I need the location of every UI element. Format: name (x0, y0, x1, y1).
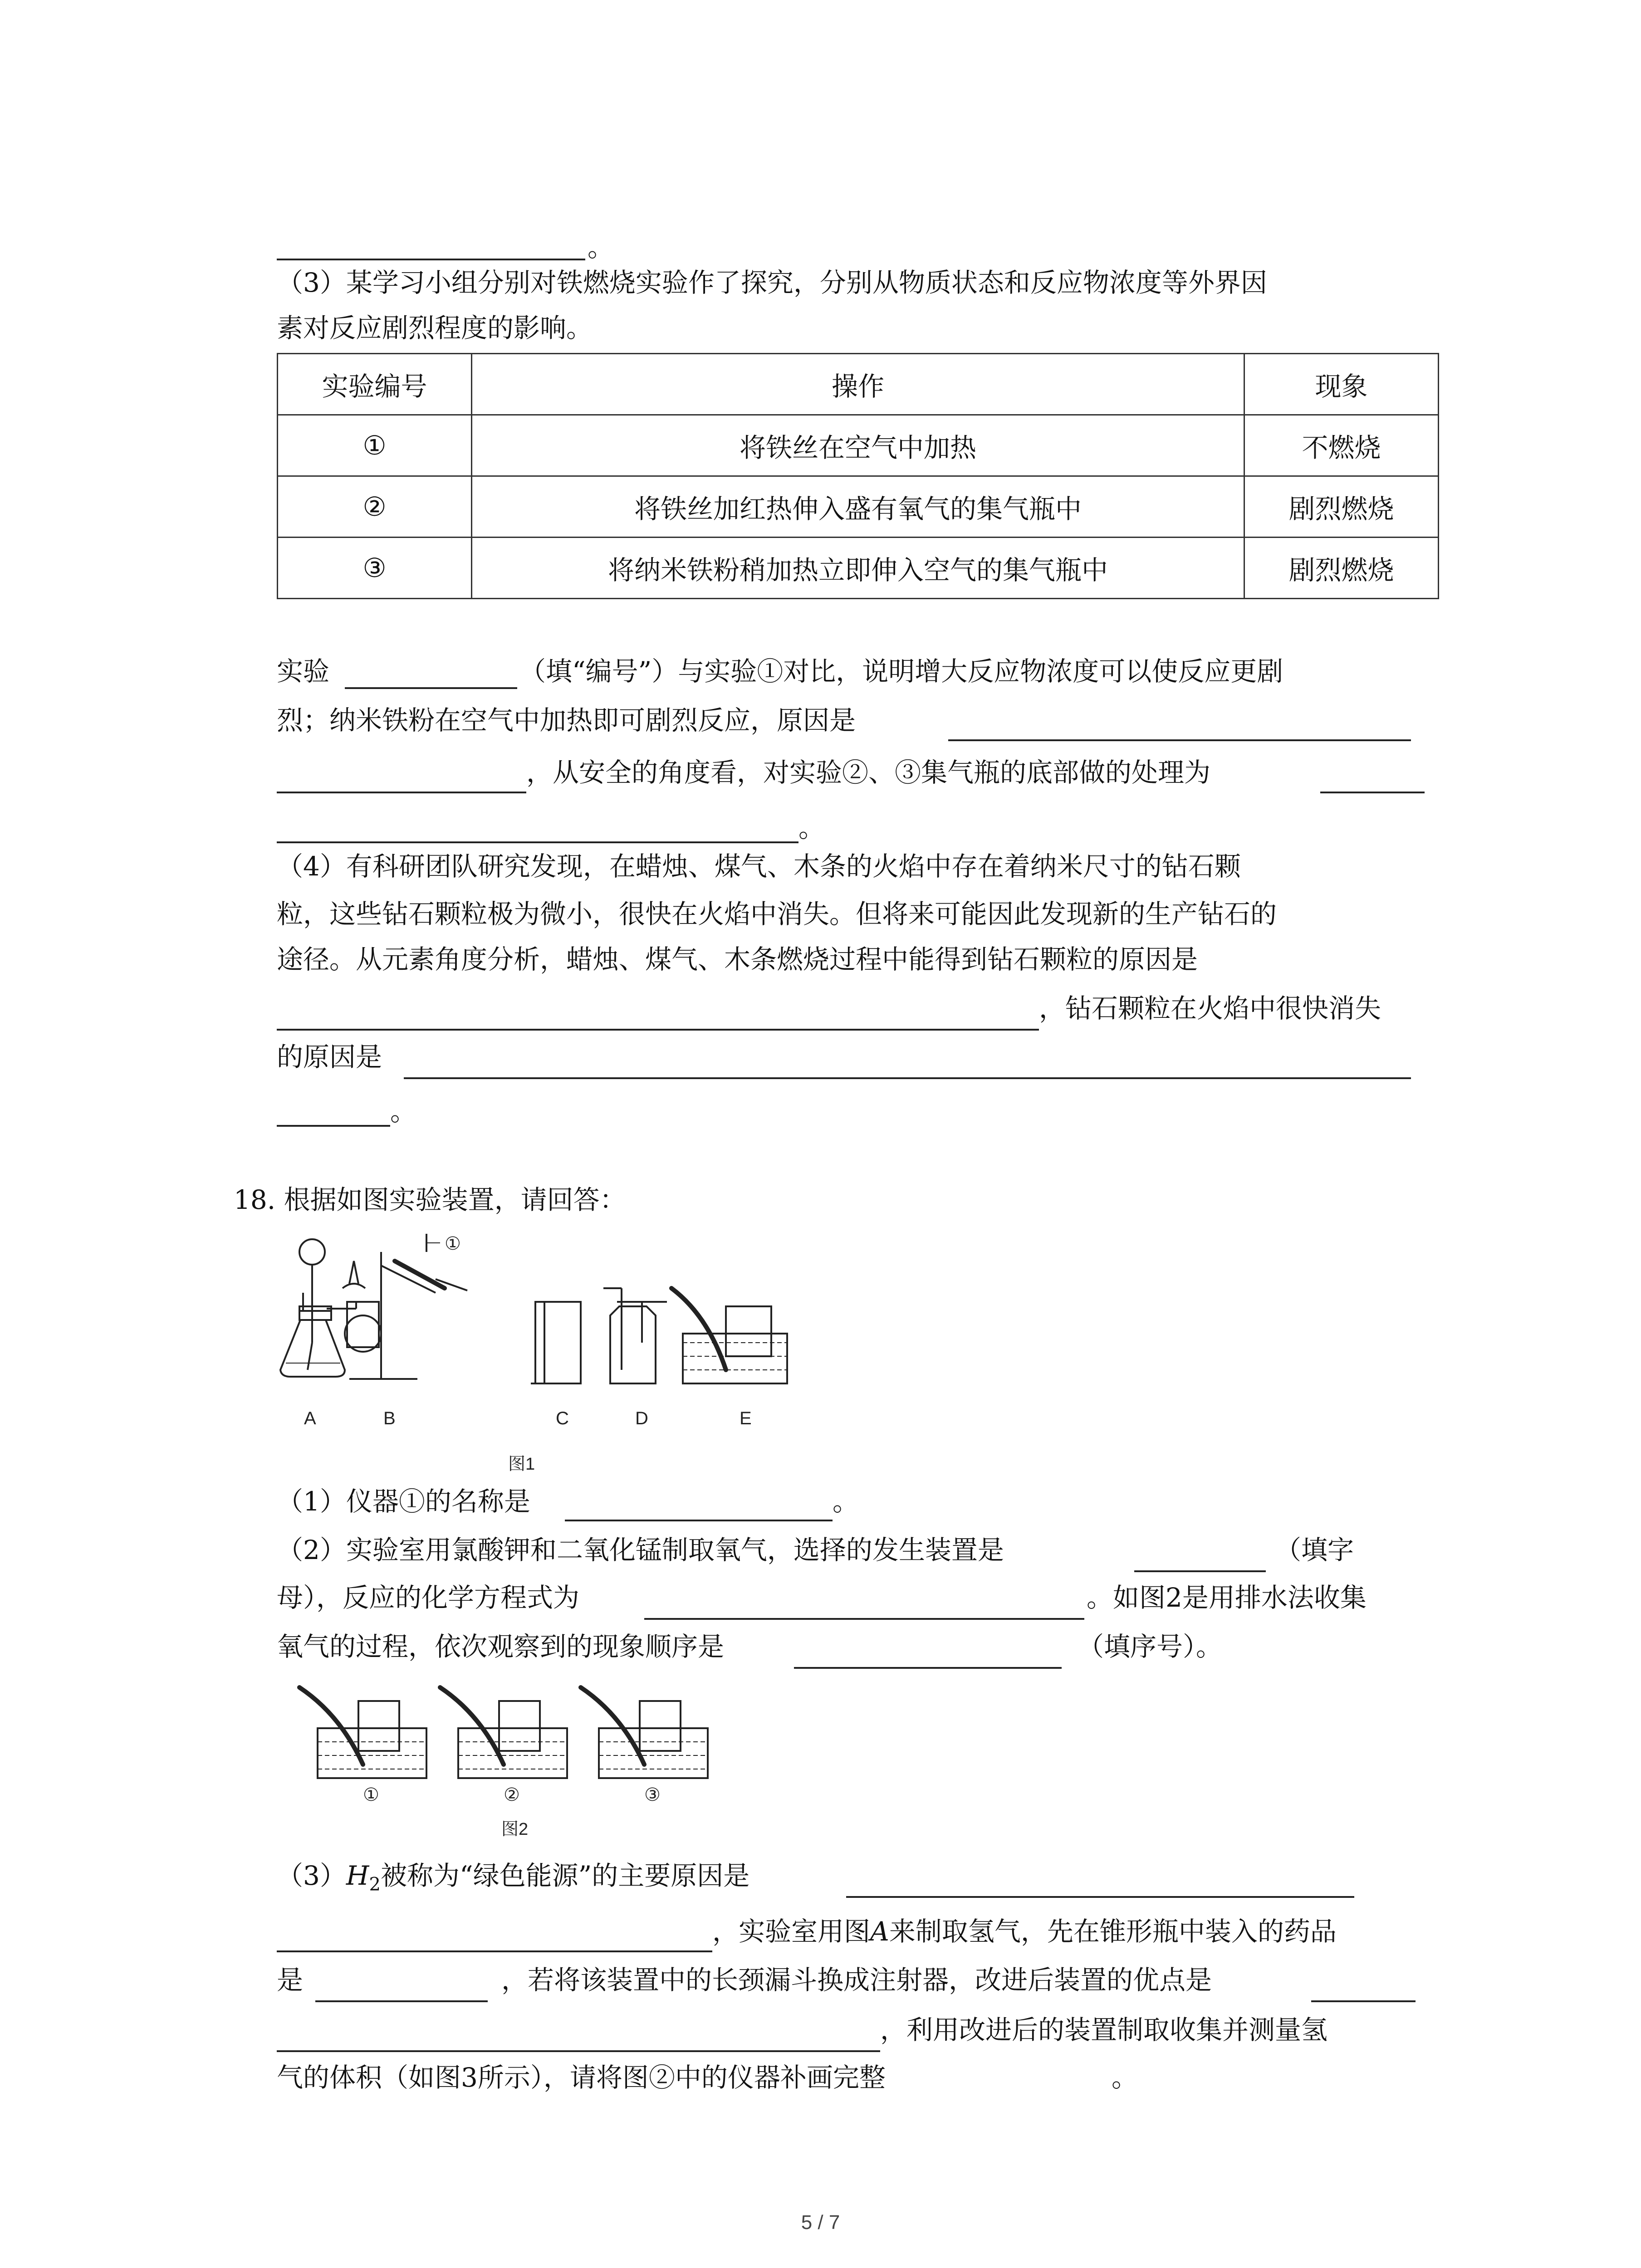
answer-blank[interactable] (948, 739, 1411, 741)
page-number: 5 / 7 (801, 2211, 840, 2234)
answer-blank[interactable] (277, 1950, 712, 1952)
collection-stage-2-icon (440, 1687, 567, 1778)
answer-blank[interactable] (846, 1896, 1354, 1898)
answer-blank[interactable] (1311, 2000, 1416, 2002)
fig2-label: ② (504, 1785, 520, 1805)
answer-blank[interactable] (277, 1029, 1039, 1031)
fig1-label: E (740, 1408, 752, 1428)
figure-2-collection (290, 1678, 753, 1860)
fig1-caption: 图1 (508, 1455, 535, 1474)
h2-subscript: 2 (369, 1874, 381, 1895)
answer-blank[interactable] (404, 1077, 1411, 1079)
q18-p3-l1-b: 被称为“绿色能源”的主要原因是 (380, 1860, 750, 1891)
q3-line1-a: 实验 (277, 656, 330, 687)
q18-p3-l4-b: ，利用改进后的装置制取收集并测量氢 (880, 2014, 1328, 2045)
table-row (278, 415, 1439, 476)
answer-blank[interactable] (277, 2050, 880, 2052)
answer-blank[interactable] (644, 1618, 1084, 1620)
q18-p3-prefix: （3） (277, 1860, 346, 1891)
q4-line1: （4）有科研团队研究发现，在蜡烛、煤气、木条的火焰中存在着纳米尺寸的钻石颗 (277, 851, 1241, 882)
fig2-label: ③ (644, 1785, 661, 1805)
q18-p3-l5-end: 。 (1112, 2062, 1138, 2093)
q18-p3-l2-c: 来制取氢气，先在锥形瓶中装入的药品 (889, 1916, 1337, 1947)
q4-line6-end: 。 (390, 1096, 417, 1127)
q18-p2-l2-b: 。如图2是用排水法收集 (1087, 1582, 1367, 1613)
table-cell: 剧烈燃烧 (1244, 476, 1439, 538)
table-cell: 将纳米铁粉稍加热立即伸入空气的集气瓶中 (472, 538, 1244, 599)
table-row (278, 476, 1439, 538)
fig1-label: A (304, 1408, 316, 1428)
table-header-cell: 操作 (472, 354, 1244, 415)
fig2-caption: 图2 (501, 1820, 529, 1839)
q4-line4-b: ，钻石颗粒在火焰中很快消失 (1039, 993, 1381, 1024)
table-header-cell: 实验编号 (278, 354, 472, 415)
table-cell: 将铁丝在空气中加热 (472, 415, 1244, 476)
figure-a-ref: A (870, 1916, 889, 1947)
q4-line3: 途径。从元素角度分析，蜡烛、煤气、木条燃烧过程中能得到钻石颗粒的原因是 (277, 944, 1198, 975)
apparatus-b-heating-icon (343, 1234, 467, 1379)
answer-blank[interactable] (794, 1667, 1062, 1669)
q4-line2: 粒，这些钻石颗粒极为微小，很快在火焰中消失。但将来可能因此发现新的生产钻石的 (277, 899, 1277, 929)
fig1-marker: ① (445, 1234, 461, 1254)
answer-blank[interactable] (277, 1125, 390, 1127)
table-cell: ② (278, 476, 472, 538)
q3-line1-b: （填“编号”）与实验①对比，说明增大反应物浓度可以使反应更剧 (519, 656, 1283, 687)
q18-p2-l3-a: 氧气的过程，依次观察到的现象顺序是 (277, 1631, 725, 1662)
answer-blank[interactable] (277, 841, 798, 843)
apparatus-c-bottle-icon (531, 1302, 581, 1383)
answer-blank[interactable] (345, 687, 517, 689)
q18-p3-l1 (277, 1857, 749, 1903)
experiment-table (277, 353, 1439, 599)
table-header-cell: 现象 (1244, 354, 1439, 415)
q3-line2-a: 烈；纳米铁粉在空气中加热即可剧烈反应，原因是 (277, 705, 856, 736)
q18-p3-l3-b: ，若将该装置中的长颈漏斗换成注射器，改进后装置的优点是 (501, 1965, 1212, 1995)
answer-blank[interactable] (1134, 1570, 1266, 1572)
table-cell: 剧烈燃烧 (1244, 538, 1439, 599)
fig2-label: ① (363, 1785, 379, 1805)
table-cell: 将铁丝加红热伸入盛有氧气的集气瓶中 (472, 476, 1244, 538)
q18-p2-l3-b: （填序号）。 (1078, 1631, 1223, 1662)
apparatus-d-bottle-icon (603, 1288, 667, 1383)
q18-p2-l1-a: （2）实验室用氯酸钾和二氧化锰制取氧气，选择的发生装置是 (277, 1535, 1004, 1565)
q18-p2-l2-a: 母），反应的化学方程式为 (277, 1582, 580, 1613)
table-cell: ① (278, 415, 472, 476)
q18-p2-l1-b: （填字 (1275, 1535, 1354, 1565)
table-header-row (278, 354, 1439, 415)
table-cell: ③ (278, 538, 472, 599)
q18-title: 18. 根据如图实验装置，请回答： (234, 1184, 626, 1215)
figure-1-apparatus (272, 1234, 844, 1488)
collection-stage-3-icon (581, 1687, 708, 1778)
apparatus-e-trough-icon (671, 1288, 787, 1383)
fig1-label: B (383, 1408, 396, 1428)
fig1-label: C (556, 1408, 569, 1428)
q3-intro-line1: （3）某学习小组分别对铁燃烧实验作了探究，分别从物质状态和反应物浓度等外界因 (277, 267, 1267, 298)
q4-line5-a: 的原因是 (277, 1041, 382, 1072)
collection-stage-1-icon (299, 1687, 426, 1778)
period: 。 (588, 232, 614, 263)
q18-p1-a: （1）仪器①的名称是 (277, 1486, 530, 1517)
answer-blank[interactable] (565, 1520, 833, 1521)
q3-line4-end: 。 (798, 812, 825, 843)
apparatus-a-flask-icon (280, 1239, 356, 1377)
fig1-label: D (635, 1408, 648, 1428)
table-cell: 不燃烧 (1244, 415, 1439, 476)
answer-blank[interactable] (315, 2000, 488, 2002)
q18-p3-l3-a: 是 (277, 1965, 304, 1995)
table-row (278, 538, 1439, 599)
h2-formula: H (346, 1860, 369, 1891)
q18-p3-l2 (712, 1913, 1337, 1950)
answer-blank[interactable] (277, 792, 526, 793)
q3-intro-line2: 素对反应剧烈程度的影响。 (277, 313, 593, 343)
q3-line3-a: ，从安全的角度看，对实验②、③集气瓶的底部做的处理为 (526, 757, 1211, 788)
q18-p3-l2-b: ，实验室用图 (712, 1916, 871, 1947)
answer-blank[interactable] (1320, 792, 1425, 793)
q18-p1-end: 。 (833, 1486, 859, 1517)
q18-p3-l5-a: 气的体积（如图3所示），请将图②中的仪器补画完整 (277, 2062, 886, 2093)
answer-blank[interactable] (277, 259, 585, 260)
